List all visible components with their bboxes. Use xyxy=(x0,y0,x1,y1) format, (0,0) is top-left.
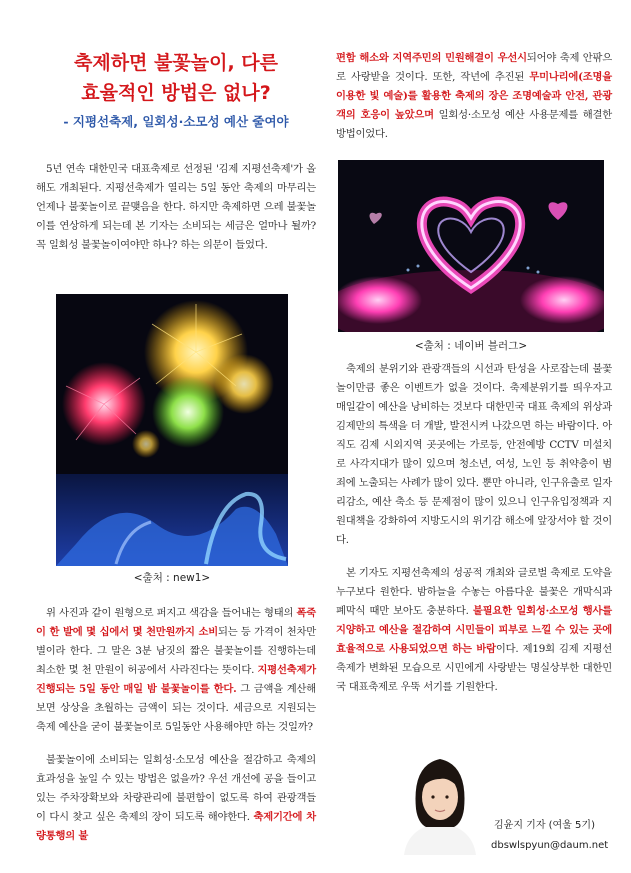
reporter-photo xyxy=(396,745,484,855)
left-column-lower xyxy=(36,604,316,846)
paragraph-alternative: 불꽃놀이에 소비되는 일회성·소모성 예산을 절감하고 축제의 효과성을 높일 수 있는 방법은 없을까? 우선 개선에 공을 들이고 있는 주차장확보와 차량관리에 불편함이 없도록 하여 관광객들이 다시 찾고 싶은 축제의 장이 되도록 해야한다. 축제기간에 차량통행의 불 xyxy=(36,754,316,842)
paragraph-suggestions: 축제의 분위기와 관광객들의 시선과 탄성을 사로잡는데 불꽃놀이만큼 좋은 이벤트가 없을 것이다. 축제분위기를 띄우자고 매일같이 예산을 낭비하는 것보다 대한민국 대표 축제의 위상과 김제만의 특색을 더 개발, 발전시켜 나갔으면 하는 바람이다. 아직도 김제 시외지역 곳곳에는 가로등, 안전예방 CCTV 미설치로 사각지대가 많이 있으며 청소년, 여성, 노인 등 취약층이 범죄에 노출되는 사례가 많이 있다. 뿐만 아니라, 인구유출로 일자리감소, 예산 축소 등 문제점이 많이 있으니 인구유입정책과 지원대책을 강화하여 지방도시의 위기감 해소에 앞장서야 할 것이다. xyxy=(336,363,612,546)
paragraph-alternative-cont: 편함 해소와 지역주민의 민원해결이 우선시되어야 축제 안팎으로 사랑받을 것이다. 또한, 작년에 추진된 무미나리에(조명을 이용한 빛 예술)를 활용한 축제의 장은 조명예술과 안전, 관광객의 호응이 높았으며 일회성·소모성 예산 사용문제를 해결한 방법이었다. xyxy=(336,52,613,140)
right-column-lower xyxy=(336,360,612,697)
article-subtitle: - 지평선축제, 일회성·소모성 예산 줄여야 xyxy=(63,114,289,129)
heart-lights-photo xyxy=(338,160,604,332)
article-title xyxy=(36,48,316,108)
reporter-name: 김윤지 기자 (여울 5기) xyxy=(494,820,595,831)
paragraph-cost: 위 사진과 같이 원형으로 퍼지고 색감을 들어내는 형태의 폭죽이 한 발에 몇 십에서 몇 천만원까지 소비되는 등 가격이 천차만별이라 한다. 그 말은 3분 남짓의 짧은 불꽃놀이를 진행하는데 최소한 몇 천 만원이 허공에서 사라진다는 뜻이다. 지평선축제가 진행되는 5일 동안 매일 밤 불꽃놀이를 한다. 그 금액을 계산해보면 상상을 초월하는 금액이 되는 것이다. 세금으로 지원되는 축제 예산을 굳이 불꽃놀이로 5일동안 사용해야만 하는 것일까? xyxy=(36,607,316,733)
paragraph-intro: 5년 연속 대한민국 대표축제로 선정된 '김제 지평선축제'가 올해도 개최된다. 지평선축제가 열리는 5일 동안 축제의 마무리는 언제나 불꽃놀이로 끝맺음을 한다. 하지만 축제하면 으레 불꽃놀이를 연상하게 되는데 본 기자는 소비되는 세금은 얼마나 될까? 꼭 일회성 불꽃놀이여야만 하나? 하는 의문이 들었다. xyxy=(36,163,316,251)
left-column xyxy=(36,40,316,255)
title-line-1: 축제하면 불꽃놀이, 다른 xyxy=(74,52,278,74)
photo-caption-1: <출처 : new1> xyxy=(133,572,211,584)
photo-caption-2: <출처 : 네이버 블러그> xyxy=(414,340,528,352)
right-column-top xyxy=(336,49,612,144)
fireworks-photo xyxy=(56,294,288,566)
title-line-2: 효율적인 방법은 없나? xyxy=(81,82,271,104)
paragraph-conclusion: 본 기자도 지평선축제의 성공적 개최와 글로벌 축제로 도약을 누구보다 원한다. 밤하늘을 수놓는 아름다운 불꽃은 개막식과 폐막식 때만 보아도 충분하다. 불필요한 일회성·소모성 행사를 지양하고 예산을 절감하여 시민들이 피부로 느낄 수 있는 곳에 효율적으로 사용되었으면 하는 바람이다. 제19회 김제 지평선축제가 변화된 모습으로 시민에게 사랑받는 명실상부한 대한민국 대표축제로 우뚝 서기를 기원한다. xyxy=(336,567,613,693)
reporter-email: dbswlspyun@daum.net xyxy=(491,840,609,851)
